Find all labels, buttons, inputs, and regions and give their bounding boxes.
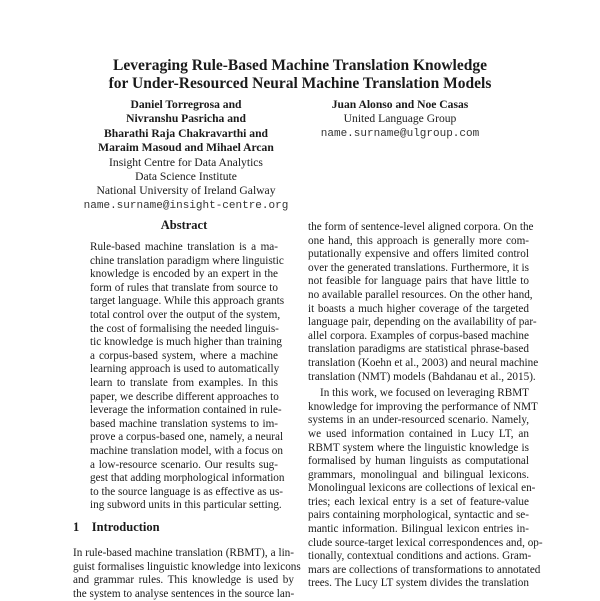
- affiliation: National University of Ireland Galway: [96, 184, 276, 198]
- text-line: RBMT system where the linguistic knowledge is: [308, 441, 529, 454]
- text-line: the system to analyse sentences in the source lan-: [73, 587, 295, 600]
- title-line-1: Leveraging Rule-Based Machine Translation Knowledge: [112, 57, 487, 74]
- abstract-body: [90, 241, 285, 513]
- text-line: over the generated translations. Furthermore, it is: [308, 261, 529, 274]
- text-line: chine translation paradigm where linguistic: [90, 254, 284, 267]
- text-line: to the source language is as effective as us-: [90, 485, 284, 498]
- text-line: not feasible for language pairs that have little to: [308, 275, 529, 288]
- title-line-2: for Under-Resourced Neural Machine Translation Models: [108, 75, 492, 92]
- text-line: language pair, depending on the availability of par-: [308, 316, 537, 329]
- text-line: no available parallel resources. On the other hand,: [308, 288, 533, 301]
- text-line: it boasts a much higher coverage of the targeted: [308, 302, 529, 315]
- text-line: knowledge for improving the performance of NMT: [308, 400, 538, 413]
- affiliation: United Language Group: [343, 112, 457, 126]
- text-line: mantic information. Bilingual lexicon entries in-: [308, 523, 529, 536]
- text-line: learn to translate from examples. In this: [90, 376, 278, 389]
- author-names: Juan Alonso and Noe Casas: [331, 98, 469, 111]
- author-names: Daniel Torregrosa and: [130, 98, 242, 111]
- text-line: learning approach is used to automatically: [90, 363, 280, 376]
- text-line: In rule-based machine translation (RBMT), a lin-: [73, 547, 294, 559]
- author-names: Nivranshu Pasricha and: [126, 112, 246, 126]
- text-line: Monolingual lexicons are collections of lexical en-: [308, 482, 536, 495]
- abstract-section: [90, 218, 285, 513]
- section-number: 1: [73, 520, 80, 534]
- text-line: we used information contained in Lucy LT, an: [308, 427, 529, 440]
- text-line: tionally, contextual conditions and actions. Gram-: [308, 550, 532, 563]
- text-line: formalised by human linguists as computational: [308, 455, 529, 468]
- text-line: a corpus-based system, where a machine: [90, 349, 278, 362]
- text-line: tries; each lexical entry is a set of feature-value: [308, 495, 529, 508]
- text-line: tic knowledge is much higher than training: [90, 336, 283, 349]
- introduction-section: [73, 520, 301, 601]
- section-title: Introduction: [91, 520, 160, 534]
- text-line: form of rules that translate from source to: [90, 281, 278, 294]
- abstract-heading: Abstract: [160, 218, 208, 232]
- text-line: prove a corpus-based one, namely, a neural: [90, 431, 284, 444]
- text-line: total control over the output of the system,: [90, 308, 281, 321]
- text-line: the cost of formalising the needed linguis-: [90, 322, 279, 335]
- section-heading: [73, 521, 294, 547]
- text-line: leverage the information contained in rule-: [90, 404, 282, 417]
- text-line: ing subword units in this particular setting.: [90, 499, 282, 512]
- author-block-left: [70, 98, 302, 213]
- text-line: target language. While this approach grants: [90, 295, 285, 308]
- text-line: based machine translation systems to im-: [90, 417, 278, 430]
- text-line: a low-resource scenario. Our results sug-: [90, 458, 278, 471]
- text-line: translation (Koehn et al., 2003) and neural machine: [308, 356, 539, 369]
- text-line: guist formalises linguistic knowledge into lexicons: [73, 560, 301, 573]
- text-line: machine translation model, with a focus on: [90, 444, 283, 457]
- text-line: putationally expensive and offers limited control: [308, 248, 529, 261]
- author-names: Maraim Masoud and Mihael Arcan: [98, 141, 274, 155]
- author-block-right: [300, 98, 500, 141]
- text-line: grammars, monolingual and bilingual lexicons.: [308, 468, 529, 481]
- text-line: gest that adding morphological information: [90, 472, 285, 485]
- affiliation: Data Science Institute: [135, 170, 237, 184]
- paper-title: [0, 57, 600, 93]
- text-line: knowledge is encoded by an expert in the: [90, 268, 278, 281]
- text-line: In this work, we focused on leveraging RBMT: [320, 387, 529, 400]
- text-line: one hand, this approach is generally more com-: [308, 234, 529, 247]
- text-line: paper, we describe different approaches to: [90, 390, 279, 403]
- text-line: translation paradigms are statistical phrase-based: [308, 343, 529, 356]
- author-email: name.surname@ulgroup.com: [320, 127, 480, 140]
- affiliation: Insight Centre for Data Analytics: [109, 155, 263, 169]
- text-line: clude source-target lexical correspondences and, op-: [308, 536, 543, 549]
- author-names: Bharathi Raja Chakravarthi and: [104, 126, 268, 140]
- text-line: the form of sentence-level aligned corpora. On the: [308, 221, 534, 233]
- text-line: and grammar rules. This knowledge is used by: [73, 574, 294, 587]
- paragraph: [308, 387, 543, 591]
- text-line: Rule-based machine translation is a ma-: [90, 241, 278, 253]
- paragraph: [308, 221, 539, 384]
- introduction-body: [73, 547, 301, 601]
- text-line: mars are collections of transformations to annotated: [308, 563, 541, 576]
- text-line: pairs containing morphological, syntactic and se-: [308, 509, 529, 522]
- text-line: systems in an under-resourced scenario. Namely,: [308, 414, 529, 427]
- text-line: translation (NMT) models (Bahdanau et al., 2015).: [308, 370, 536, 383]
- author-email: name.surname@insight-centre.org: [83, 199, 289, 212]
- text-line: trees. The Lucy LT system divides the translation: [308, 577, 529, 590]
- right-column: [308, 221, 543, 591]
- text-line: allel corpora. Examples of corpus-based machine: [308, 329, 529, 342]
